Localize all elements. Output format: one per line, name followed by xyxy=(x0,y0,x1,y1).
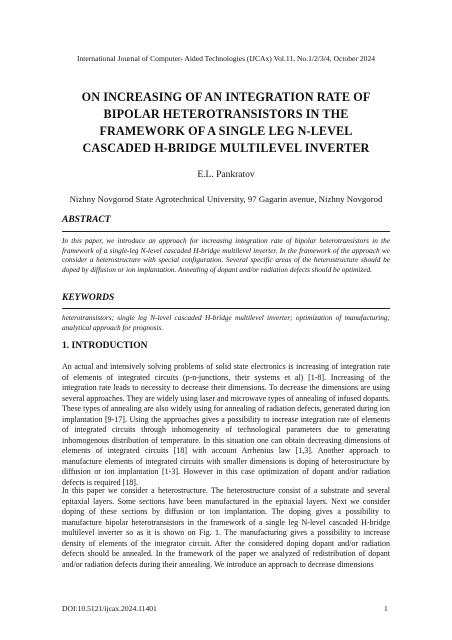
abstract-heading: ABSTRACT xyxy=(62,215,111,225)
title-line: ON INCREASING OF AN INTEGRATION RATE OF xyxy=(81,90,371,104)
introduction-paragraph: An actual and intensively solving problems of solid state electronics is increasing of integration rate of elements of integrated circuits (p-n-junctions, their systems et al) [1-8]. Increasing of the integration rate leads to necessity to decrease their dimensions. To decrease the dimensions are using several approaches. They are widely using laser and microwave types of annealing of infused dopants. These types of annealing are also widely using for annealing of radiation defects, generated during ion implantation [9-17]. Using the approaches gives a possibility to increase integration rate of elements of integrated circuits through inhomogeneity of technological parameters due to generating inhomogenous distribution of temperature. In this situation one can obtain decreasing dimensions of elements of integrated circuits [18] with account Arrhenius law [1,3]. Another approach to manufacture elements of integrated circuits with smaller dimensions is doping of heterostructure by diffusion or ion implantation [1-3]. However in this case optimization of dopant and/or radiation defects is required [18]. xyxy=(62,362,390,487)
title-line: FRAMEWORK OF A SINGLE LEG N-LEVEL xyxy=(99,124,353,138)
footer-doi: DOI:10.5121/ijcax.2024.11401 xyxy=(62,604,157,613)
abstract-rule xyxy=(62,231,390,232)
page-number: 1 xyxy=(384,604,388,613)
introduction-heading: 1. INTRODUCTION xyxy=(62,341,148,351)
abstract-text: In this paper, we introduce an approach for increasing integration rate of bipolar heterotransistors in the framework of a single-leg N-level cascaded H-bridge multilevel inverter. In the framework of the approach we consider a heterostructure with special configuration. Several specific areas of the heterostructure should be doped by diffusion or ion implantation. Annealing of dopant and/or radiation defects should be optimized. xyxy=(62,236,390,274)
introduction-paragraph: In this paper we consider a heterostructure. The heterostructure consist of a substrate and several epitaxial layers. Some sections have been manufactured in the epitaxial layers. Next we consider doping of these sections by diffusion or ion implantation. The doping gives a possibility to manufacture bipolar heterotransistors in the framework of a single leg N-level cascaded H-bridge multilevel inverter so as it is shown on Fig. 1. The manufacturing gives a possibility to increase density of elements of the integrator circuit. After the considered doping dopant and/or radiation defects should be annealed. In the framework of the paper we analyzed of redistribution of dopant and/or radiation defects during their annealing. We introduce an approach to decrease dimensions xyxy=(62,486,390,569)
journal-header: International Journal of Computer- Aided Technologies (IJCAx) Vol.11, No.1/2/3/4, October 2024 xyxy=(76,54,376,63)
keywords-text: heterotransistors; single leg N-level cascaded H-bridge multilevel inverter; optimization of manufacturing; analytical approach for prognosis. xyxy=(62,313,390,332)
keywords-rule xyxy=(62,308,390,309)
paper-title xyxy=(56,89,396,157)
author-affiliation: Nizhny Novgorod State Agrotechnical University, 97 Gagarin avenue, Nizhny Novgorod xyxy=(69,194,383,204)
author-name: E.L. Pankratov xyxy=(197,170,255,180)
title-line: CASCADED H-BRIDGE MULTILEVEL INVERTER xyxy=(82,141,370,155)
title-line: BIPOLAR HETEROTRANSISTORS IN THE xyxy=(103,107,349,121)
keywords-heading: KEYWORDS xyxy=(62,293,115,303)
